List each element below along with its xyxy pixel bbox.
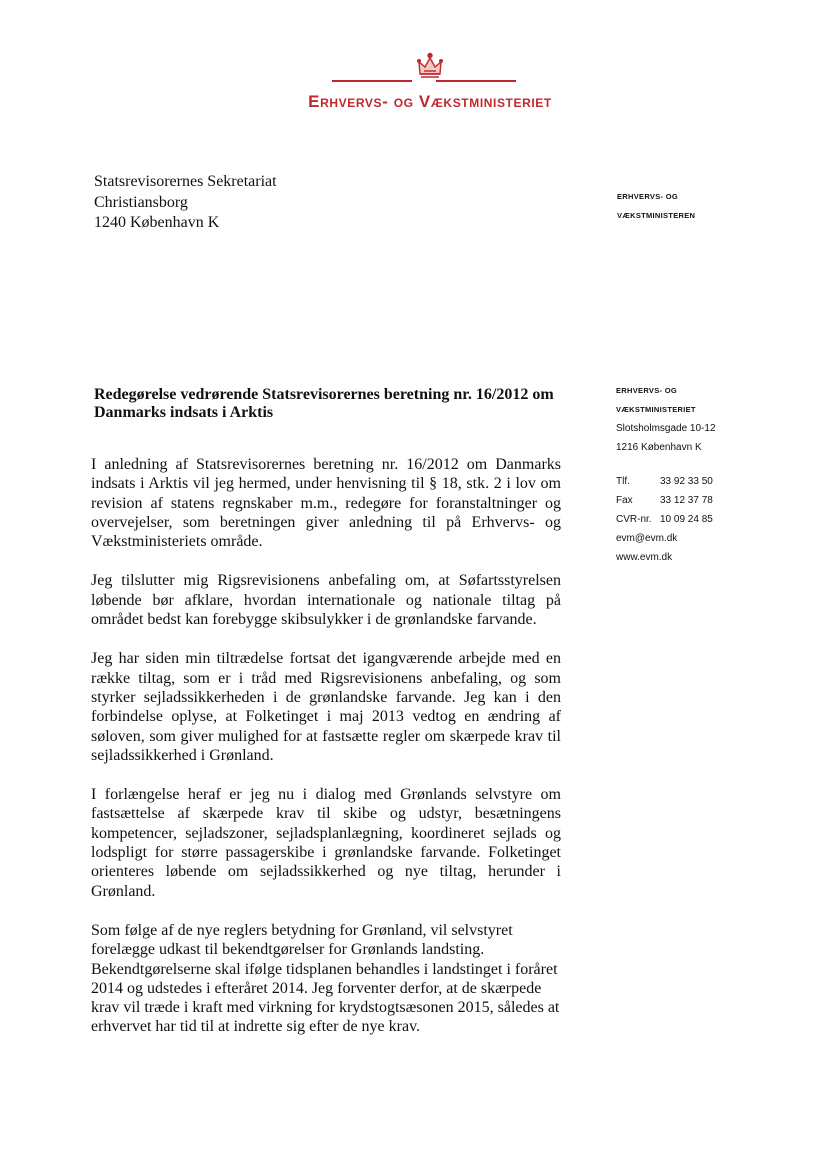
body-paragraph: Som følge af de nye reglers betydning for Grønland, vil selvstyret forelægge udkast til bekendtgørelser for Grønlands landsting. Bekendtgørelserne skal ifølge tidsplanen behandles i landstinget i foråret 2014 og udstedes i efteråret 2014. Jeg forventer derfor, at de skærpede krav vil træde i kraft med virkning for krydstogtsæsonen 2015, således at erhvervet har tid til at indrette sig efter de nye krav.: [91, 921, 560, 1036]
letterhead: [240, 52, 620, 111]
letterhead-rule-right: [436, 80, 516, 82]
recipient-line: Statsrevisorernes Sekretariat: [94, 173, 277, 190]
contact-value: 33 92 33 50: [660, 476, 713, 487]
website-link[interactable]: www.evm.dk: [616, 552, 673, 563]
crown-icon: [417, 52, 443, 80]
contact-fax: [616, 491, 716, 510]
contact-phone: [616, 472, 716, 491]
sender-contact-block: [616, 381, 716, 567]
ministry-title: Erhvervs- og Vækstministeriet: [308, 92, 552, 111]
body-paragraph: I anledning af Statsrevisorernes beretning nr. 16/2012 om Danmarks indsats i Arktis vil jeg hermed, under henvisning til § 18, stk. 2 i lov om revision af statens regnskaber m.m., redegøre for foranstaltninger og overvejelser, som beretningen giver anledning til på Erhvervs- og Vækstministeriets område.: [91, 456, 561, 551]
contact-label: Tlf.: [616, 476, 630, 487]
contact-cvr: [616, 510, 716, 529]
contact-value: 33 12 37 78: [660, 495, 713, 506]
contact-list: [616, 472, 716, 567]
address-line: Slotsholmsgade 10-12: [616, 423, 716, 434]
email-link[interactable]: evm@evm.dk: [616, 533, 678, 544]
body-paragraph: Jeg tilslutter mig Rigsrevisionens anbefaling om, at Søfartsstyrelsen løbende bør afklare, hvordan internationale og nationale tiltag på området bedst kan forebygge skibsulykker i de grønlandske farvande.: [91, 572, 561, 629]
body-paragraph: Jeg har siden min tiltrædelse fortsat det igangværende arbejde med en række tiltag, som er i tråd med Rigsrevisionens anbefaling, og som styrker sejladssikkerheden i de grønlandske farvande. Jeg kan i den forbindelse oplyse, at Folketinget i maj 2013 vedtog en ændring af søloven, som giver mulighed for at fastsætte regler om skærpede krav til sejladssikkerhed i Grønland.: [91, 650, 561, 764]
contact-label: CVR-nr.: [616, 514, 652, 525]
body-paragraph: I forlængelse heraf er jeg nu i dialog med Grønlands selvstyre om fastsættelse af skærpede krav til skibe og udstyr, besætningens kompetencer, sejladszoner, sejladsplanlægning, koordineret sejlads og lodspligt for større passagerskibe i grønlandske farvande. Folketinget orienteres løbende om sejladssikkerhed og nye tiltag, herunder i Grønland.: [91, 786, 561, 900]
recipient-line: 1240 København K: [94, 214, 220, 231]
letter-subject: Redegørelse vedrørende Statsrevisorernes beretning nr. 16/2012 om Danmarks indsats i Arktis: [94, 386, 554, 421]
letter-body: [91, 455, 561, 1057]
contact-label: Fax: [616, 495, 633, 506]
contact-value: 10 09 24 85: [660, 514, 713, 525]
letterhead-rule-left: [332, 80, 412, 82]
sender-title-line: ERHVERVS- OG: [617, 192, 678, 201]
sender-title-line: VÆKSTMINISTEREN: [617, 211, 696, 220]
sender-title: [617, 187, 695, 225]
recipient-address: [94, 172, 277, 234]
recipient-line: Christiansborg: [94, 193, 188, 211]
org-name-line: VÆKSTMINISTERIET: [616, 405, 696, 414]
address-line: 1216 København K: [616, 442, 702, 453]
org-name-line: ERHVERVS- OG: [616, 386, 677, 395]
